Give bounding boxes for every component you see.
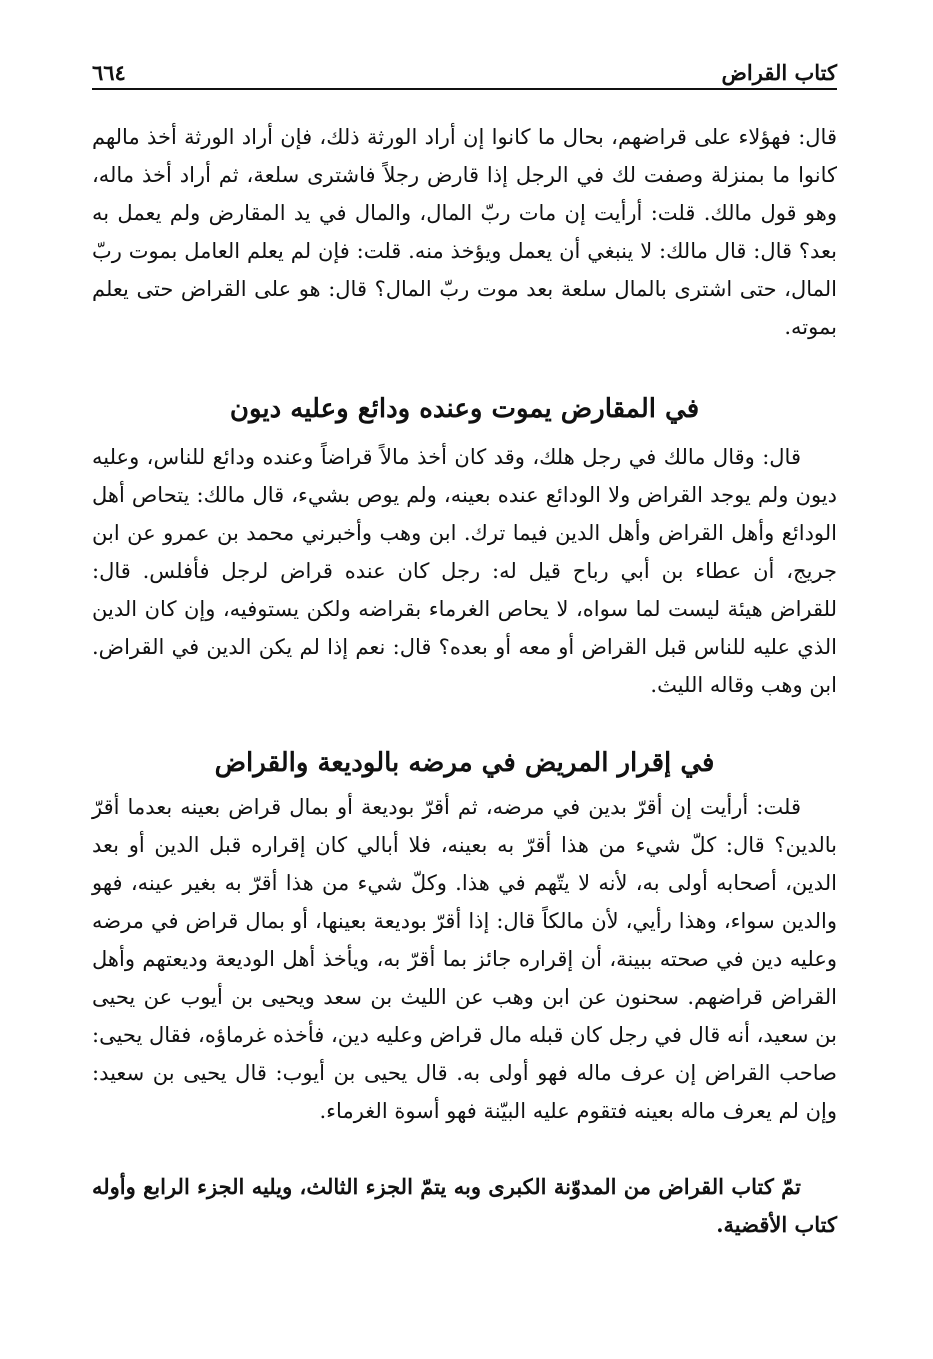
section-heading-sick-acknowledgment: في إقرار المريض في مرضه بالوديعة والقراض bbox=[214, 748, 715, 778]
closing-note: تمّ كتاب القراض من المدوّنة الكبرى وبه يتمّ الجزء الثالث، ويليه الجزء الرابع وأوله كتاب الأقضية. bbox=[92, 1174, 837, 1237]
running-head bbox=[92, 54, 837, 90]
page-number: ٦٦٤ bbox=[92, 60, 126, 85]
running-title: كتاب القراض bbox=[721, 60, 837, 85]
page-body bbox=[92, 118, 837, 1244]
section-heading-depositor-dies: في المقارض يموت وعنده ودائع وعليه ديون bbox=[229, 394, 700, 424]
section-paragraph-sick-acknowledgment: قلت: أرأيت إن أقرّ بدين في مرضه، ثم أقرّ بوديعة أو بمال قراض بعينه بعدما أقرّ بالدين؟ قال: كلّ شيء من هذا أقرّ به بعينه، فلا أبالي كان إقراره قبل الدين أو بعد الدين، أصحابه أولى به، لأنه لا يتّهم في هذا. وكلّ شيء من هذا أقرّ به بغير عينه، فهو والدين سواء، وهذا رأيي، لأن مالكاً قال: إذا أقرّ بوديعة بعينها، أو بمال قراض في مرضه وعليه دين في صحته ببينة، أن إقراره جائز بما أقرّ به، ويأخذ أهل الوديعة وديعتهم وأهل القراض قراضهم. سحنون عن ابن وهب عن الليث بن سعد ويحيى بن أيوب عن يحيى بن سعيد، أنه قال في رجل كان قبله مال قراض وعليه دين، فأخذه غرماؤه، فقال يحيى: صاحب القراض إن عرف ماله فهو أولى به. قال يحيى بن أيوب: قال يحيى بن سعيد: وإن لم يعرف ماله بعينه فتقوم عليه البيّنة فهو أسوة الغرماء. bbox=[92, 795, 837, 1123]
section-paragraph-depositor-dies: قال: وقال مالك في رجل هلك، وقد كان أخذ مالاً قراضاً وعنده ودائع للناس، وعليه ديون ولم يوجد القراض ولا الودائع عنده بعينه، ولم يوص بشيء، قال مالك: يتحاص أهل الودائع وأهل القراض وأهل الدين فيما ترك. ابن وهب وأخبرني محمد بن عمرو عن ابن جريج، أن عطاء بن أبي رباح قيل له: رجل كان عنده قراض لرجل فأفلس. قال: للقراض هيئة ليست لما سواه، لا يحاص الغرماء بقراضه ولكن يستوفيه، وإن كان الدين الذي عليه للناس قبل القراض أو معه أو بعده؟ قال: نعم إذا لم يكن الدين في القراض. ابن وهب وقاله الليث. bbox=[92, 445, 837, 697]
intro-paragraph: قال: فهؤلاء على قراضهم، بحال ما كانوا إن أراد الورثة ذلك، فإن أراد الورثة أخذ مالهم كانوا ما بمنزلة وصفت لك في الرجل إذا قارض رجلاً فاشترى سلعة، ثم أراد أخذ ماله، وهو قول مالك. قلت: أرأيت إن مات ربّ المال، والمال في يد المقارض ولم يعمل به بعد؟ قال: قال مالك: لا ينبغي أن يعمل ويؤخذ منه. قلت: فإن لم يعلم العامل بموت ربّ المال، حتى اشترى بالمال سلعة بعد موت ربّ المال؟ قال: هو على القراض حتى يعلم بموته. bbox=[92, 125, 837, 339]
